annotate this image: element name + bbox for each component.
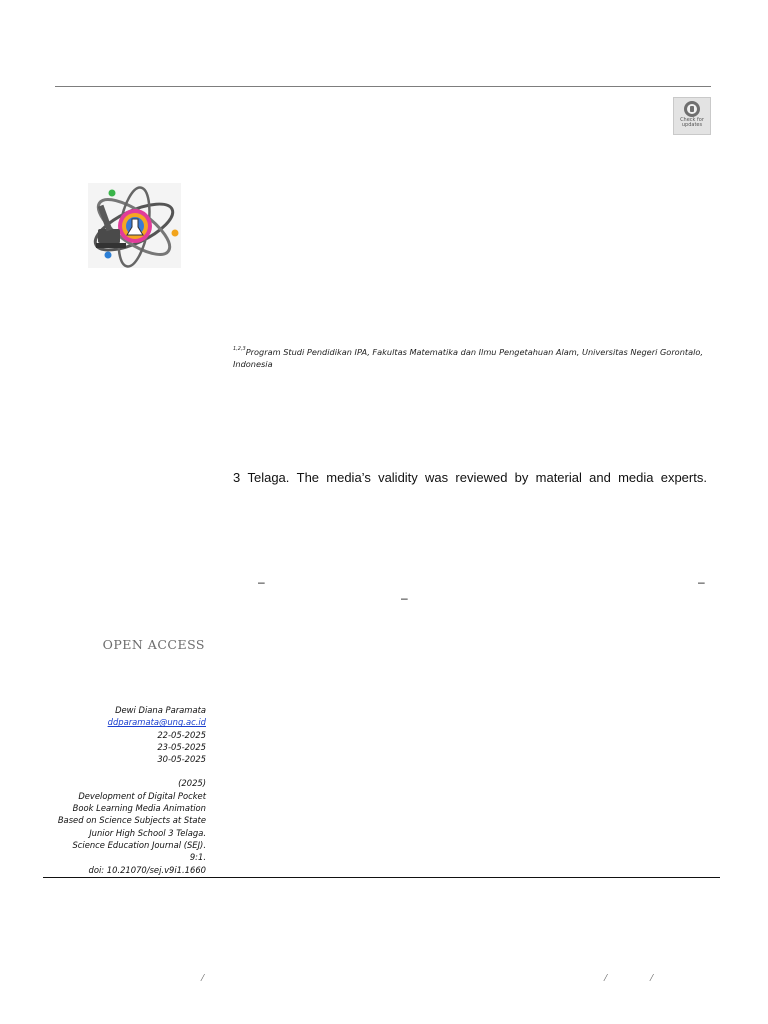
abstract-word: The: [296, 470, 320, 485]
date-accepted: 23-05-2025: [157, 741, 206, 752]
affiliation-superscript: 1,2,3: [233, 346, 246, 352]
abstract-word: and: [589, 470, 611, 485]
footer-slash: /: [201, 972, 205, 984]
affiliation-text: Program Studi Pendidikan IPA, Fakultas Matematika dan Ilmu Pengetahuan Alam, Universitas Negeri Gorontalo, Indonesia: [233, 347, 703, 369]
dash: –: [258, 575, 265, 589]
abstract-word: Telaga.: [247, 470, 290, 485]
author-email-link[interactable]: ddparamata@ung.ac.id: [107, 717, 206, 728]
citation-line: Development of Digital Pocket: [78, 790, 206, 801]
abstract-word: material: [535, 470, 582, 485]
open-access-label: OPEN ACCESS: [102, 637, 205, 652]
abstract-fragment: [233, 470, 707, 485]
date-published: 30-05-2025: [157, 754, 206, 765]
author-name: Dewi Diana Paramata: [115, 705, 206, 715]
citation-line: Junior High School 3 Telaga.: [89, 827, 206, 838]
abstract-word: was: [425, 470, 449, 485]
citation-line: Science Education Journal (SEJ).: [72, 839, 206, 850]
abstract-word: media: [618, 470, 654, 485]
journal-logo: [88, 183, 181, 268]
citation-line: Book Learning Media Animation: [72, 803, 206, 814]
check-for-updates-badge[interactable]: [673, 97, 711, 135]
citation-year: (2025): [178, 778, 206, 789]
header-rule: [55, 86, 711, 87]
citation-line: Based on Science Subjects at State: [57, 815, 206, 826]
citation-line: 9:1.: [189, 852, 206, 863]
citation-doi: doi: 10.21070/sej.v9i1.1660: [88, 864, 206, 875]
abstract-word: by: [514, 470, 529, 485]
affiliation: [233, 343, 711, 370]
badge-label: Check for updates: [680, 117, 704, 128]
abstract-word: media’s: [326, 470, 371, 485]
date-received: 22-05-2025: [157, 729, 206, 740]
footer-slash: /: [650, 972, 654, 984]
dash: –: [698, 575, 705, 589]
footer-slash: /: [604, 972, 608, 984]
abstract-word: experts.: [660, 470, 707, 485]
dash: –: [401, 591, 408, 605]
article-metadata: [40, 704, 206, 876]
bookmark-icon: [684, 101, 700, 117]
abstract-word: reviewed: [455, 470, 508, 485]
abstract-word: 3: [233, 470, 241, 485]
abstract-word: validity: [378, 470, 418, 485]
footer-rule: [43, 877, 720, 878]
